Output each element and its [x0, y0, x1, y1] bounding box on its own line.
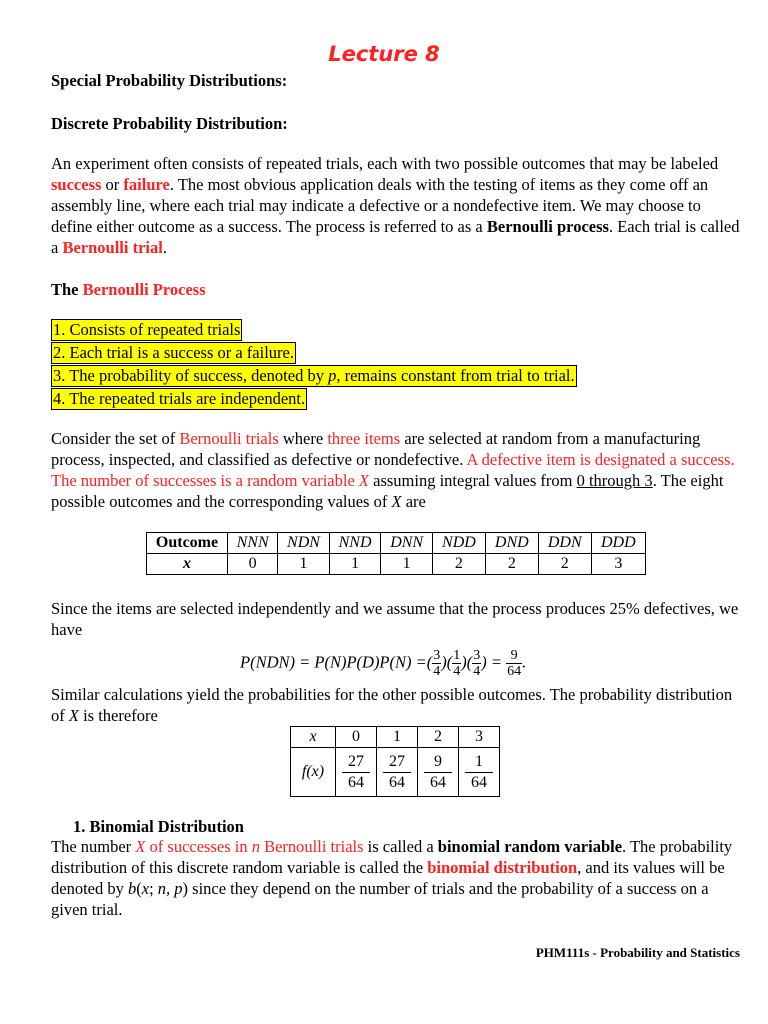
outcome-row — [147, 533, 646, 554]
defective-success-sentence: A defective item is designated a success. The number of successes is a random variable — [51, 450, 735, 490]
value-cell: 2 — [485, 554, 538, 575]
fraction-denominator: 64 — [348, 773, 364, 791]
dist-f-header: f(x) — [291, 748, 336, 797]
similar-paragraph — [51, 684, 741, 726]
outcome-cell: DNN — [381, 533, 433, 554]
outcome-header: Outcome — [147, 533, 228, 554]
similar-text: Similar calculations yield the probabilities for the other possible outcomes. The probability distribution of — [51, 685, 733, 725]
consider-text: where — [278, 429, 328, 448]
property-4: 4. The repeated trials are independent. — [53, 389, 306, 408]
fraction-numerator: 1 — [465, 752, 493, 773]
value-row — [147, 554, 646, 575]
formula-paren: ) — [481, 652, 487, 672]
term-binomial-distribution: binomial distribution — [427, 858, 578, 877]
heading-discrete-distribution: Discrete Probability Distribution: — [51, 114, 288, 133]
range-0-through-3: 0 through 3 — [576, 471, 653, 490]
fraction-denominator: 4 — [453, 664, 461, 679]
consider-text: . The eight possible outcomes and the corresponding values of — [51, 471, 724, 511]
outcome-cell: NND — [329, 533, 381, 554]
term-bernoulli-process: Bernoulli process — [486, 217, 609, 236]
consider-text: assuming integral values from — [369, 471, 577, 490]
value-cell: 1 — [329, 554, 381, 575]
term-three-items: three items — [327, 429, 401, 448]
intro-text: . The most obvious application deals with the testing of items as they come off an assembly line, where each trial may indicate a defective or a nondefective item. We may choose to define either outcome as a success. The process is referred to as a — [51, 175, 709, 236]
dist-x-cell: 1 — [377, 727, 418, 748]
probability-formula — [240, 648, 526, 679]
binomial-text: ) since they depend on the number of trials and the probability of a success on a given trial. — [51, 879, 709, 919]
since-paragraph: Since the items are selected independently and we assume that the process produces 25% defectives, we have — [51, 599, 739, 639]
heading-special-distributions: Special Probability Distributions: — [51, 71, 288, 90]
formula-paren: )( — [461, 652, 473, 672]
dist-x-row — [291, 727, 500, 748]
outcome-cell: DND — [485, 533, 538, 554]
variable-n: n — [251, 837, 260, 856]
consider-paragraph — [51, 428, 741, 512]
property-3-tail: , remains constant from trial to trial. — [336, 366, 575, 385]
fraction — [506, 648, 522, 679]
property-2: 2. Each trial is a success or a failure. — [53, 343, 294, 362]
outcome-cell: DDN — [538, 533, 591, 554]
variable-x: X — [358, 471, 369, 490]
intro-text: An experiment often consists of repeated trials, each with two possible outcomes that may be labeled — [51, 154, 719, 173]
bernoulli-properties-list — [51, 319, 741, 411]
consider-text: Consider the set of — [51, 429, 180, 448]
page-footer: PHM111s - Probability and Statistics — [535, 945, 740, 960]
property-3 — [51, 365, 577, 387]
dist-x-cell: 2 — [418, 727, 459, 748]
dist-x-cell: 0 — [336, 727, 377, 748]
outcome-cell: NNN — [228, 533, 278, 554]
fraction-denominator: 64 — [430, 773, 446, 791]
dist-f-cell — [377, 748, 418, 797]
value-cell: 2 — [538, 554, 591, 575]
value-header: x — [147, 554, 228, 575]
fraction-numerator: 9 — [506, 648, 522, 664]
value-cell: 3 — [591, 554, 645, 575]
formula-lhs: P(NDN) = P(N)P(D)P(N) =( — [240, 652, 433, 672]
value-cell: 0 — [228, 554, 278, 575]
fraction-denominator: 64 — [389, 773, 405, 791]
binomial-text: ( — [136, 879, 142, 898]
dist-f-row — [291, 748, 500, 797]
outcome-cell: DDD — [591, 533, 645, 554]
fraction-denominator: 4 — [473, 664, 481, 679]
property-3-variable: p — [328, 366, 337, 385]
consider-text: are selected at random from a manufacturing process, inspected, and classified as defective or nondefective. — [51, 429, 701, 469]
fraction-numerator: 27 — [342, 752, 370, 773]
fraction-denominator: 64 — [471, 773, 487, 791]
heading-the: The — [51, 280, 83, 299]
binomial-paragraph — [51, 836, 741, 920]
fraction-denominator: 4 — [433, 664, 441, 679]
outcome-cell: NDD — [432, 533, 485, 554]
variable-x: X — [135, 837, 146, 856]
formula-paren: )( — [441, 652, 453, 672]
binomial-red-text: of successes in — [145, 837, 252, 856]
formula-equals: = — [486, 652, 507, 672]
fraction-numerator: 3 — [433, 648, 441, 663]
binomial-text: , and its values will be denoted by — [51, 858, 725, 898]
intro-paragraph — [51, 153, 741, 258]
distribution-table — [290, 726, 500, 797]
term-success: success — [51, 175, 102, 194]
binomial-text: The number — [51, 837, 136, 856]
binomial-text: . The probability distribution of this discrete random variable is called the — [51, 837, 733, 877]
property-3-text: 3. The probability of success, denoted by — [53, 366, 329, 385]
value-cell: 1 — [278, 554, 330, 575]
heading-bernoulli-process: Bernoulli Process — [82, 280, 206, 299]
term-binomial-random-variable: binomial random variable — [437, 837, 623, 856]
dist-f-cell — [459, 748, 500, 797]
function-arg: n, p — [157, 879, 183, 898]
fraction — [452, 648, 461, 679]
fraction — [432, 648, 441, 679]
intro-text: . Each trial is called a — [51, 217, 740, 257]
fraction-denominator: 64 — [507, 664, 522, 679]
dist-f-cell — [336, 748, 377, 797]
bernoulli-process-heading — [51, 279, 741, 300]
function-arg: x — [141, 879, 150, 898]
variable-x: X — [391, 492, 402, 511]
fraction — [472, 648, 481, 679]
fraction-numerator: 9 — [424, 752, 452, 773]
variable-x: X — [68, 706, 79, 725]
outcome-table — [146, 532, 646, 575]
dist-x-cell: 3 — [459, 727, 500, 748]
lecture-title: Lecture 8 — [328, 42, 440, 66]
intro-text: or — [101, 175, 124, 194]
consider-text: are — [401, 492, 426, 511]
binomial-red-text: Bernoulli trials — [259, 837, 364, 856]
fraction-numerator: 27 — [383, 752, 411, 773]
binomial-text: ; — [149, 879, 158, 898]
similar-text: is therefore — [78, 706, 158, 725]
fraction-numerator: 1 — [453, 648, 461, 663]
property-1: 1. Consists of repeated trials — [53, 320, 241, 339]
binomial-heading: 1. Binomial Distribution — [73, 817, 244, 836]
dist-f-cell — [418, 748, 459, 797]
value-cell: 2 — [432, 554, 485, 575]
term-failure: failure — [123, 175, 170, 194]
term-bernoulli-trial: Bernoulli trial — [62, 238, 163, 257]
value-cell: 1 — [381, 554, 433, 575]
fraction-numerator: 3 — [473, 648, 481, 663]
dist-x-header: x — [291, 727, 336, 748]
function-b: b — [127, 879, 137, 898]
term-bernoulli-trials: Bernoulli trials — [179, 429, 279, 448]
intro-text: . — [162, 238, 167, 257]
formula-period: . — [522, 652, 527, 672]
outcome-cell: NDN — [278, 533, 330, 554]
binomial-text: is called a — [363, 837, 438, 856]
